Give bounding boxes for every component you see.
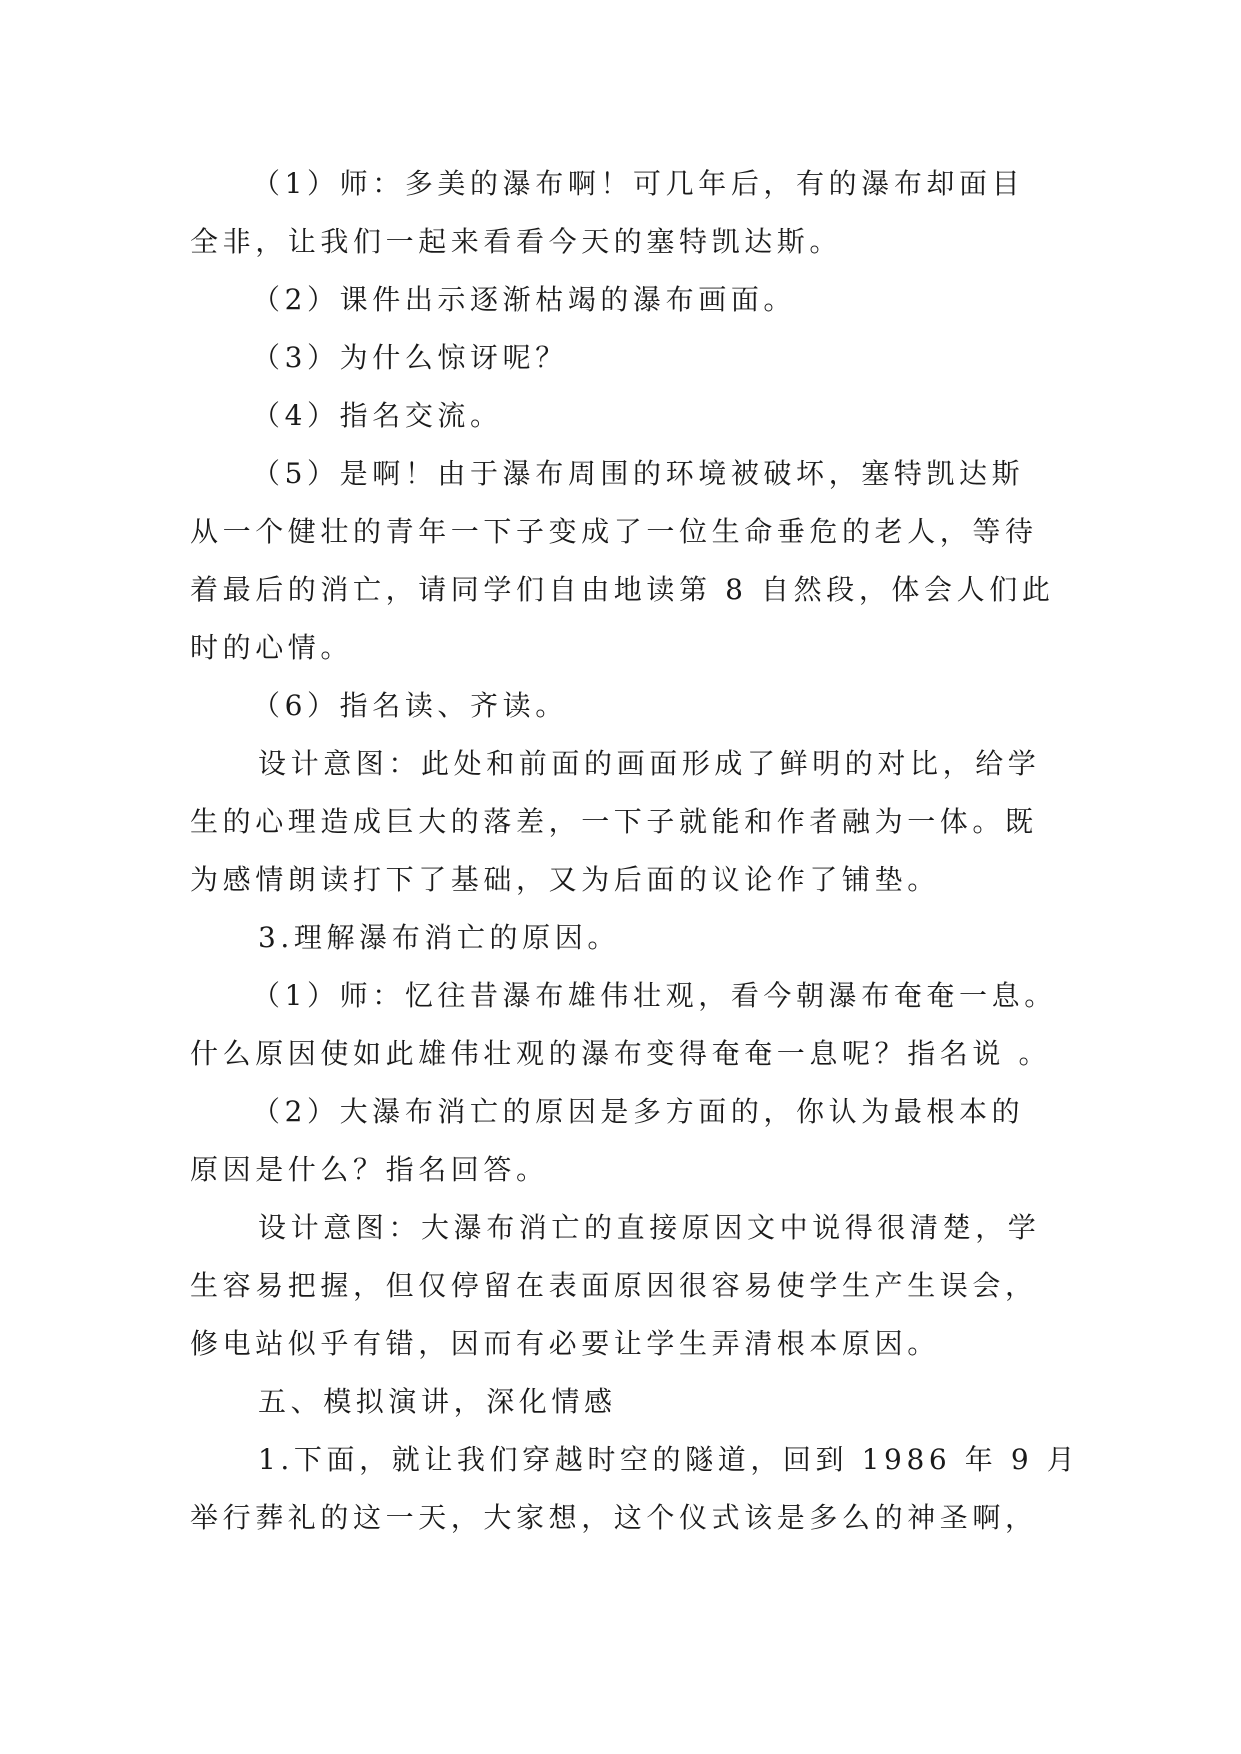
paragraph-line: 从一个健壮的青年一下子变成了一位生命垂危的老人，等待 <box>190 515 1038 548</box>
paragraph-line: 设计意图：大瀑布消亡的直接原因文中说得很清楚，学 <box>258 1211 1041 1244</box>
paragraph-line: 生容易把握，但仅停留在表面原因很容易使学生产生误会， <box>190 1269 1038 1302</box>
paragraph-line: 原因是什么？指名回答。 <box>190 1153 549 1186</box>
paragraph-line: 生的心理造成巨大的落差，一下子就能和作者融为一体。既 <box>190 805 1038 838</box>
paragraph-line: 修电站似乎有错，因而有必要让学生弄清根本原因。 <box>190 1327 940 1360</box>
paragraph-line: 全非，让我们一起来看看今天的塞特凯达斯。 <box>190 225 843 258</box>
paragraph-line: 为感情朗读打下了基础，又为后面的议论作了铺垫。 <box>190 863 940 896</box>
paragraph-line: 3.理解瀑布消亡的原因。 <box>258 921 620 954</box>
paragraph-line: （2）课件出示逐渐枯竭的瀑布画面。 <box>252 283 797 316</box>
paragraph-line: （1）师：多美的瀑布啊！可几年后，有的瀑布却面目 <box>252 167 1025 200</box>
paragraph-line: （4）指名交流。 <box>252 399 503 432</box>
paragraph-line: （3）为什么惊讶呢？ <box>252 341 568 374</box>
paragraph-line: 举行葬礼的这一天，大家想，这个仪式该是多么的神圣啊， <box>190 1501 1038 1534</box>
paragraph-line: 1.下面，就让我们穿越时空的隧道，回到 1986 年 9 月 <box>258 1443 1080 1476</box>
paragraph-line: 着最后的消亡，请同学们自由地读第 8 自然段，体会人们此 <box>190 573 1055 606</box>
paragraph-line: 什么原因使如此雄伟壮观的瀑布变得奄奄一息呢？指名说 。 <box>190 1037 1052 1070</box>
paragraph-line: （6）指名读、齐读。 <box>252 689 568 722</box>
paragraph-line: （5）是啊！由于瀑布周围的环境被破坏，塞特凯达斯 <box>252 457 1025 490</box>
section-heading: 五、模拟演讲，深化情感 <box>258 1385 617 1418</box>
paragraph-line: 时的心情。 <box>190 631 354 664</box>
paragraph-line: 设计意图：此处和前面的画面形成了鲜明的对比，给学 <box>258 747 1041 780</box>
paragraph-line: （1）师：忆往昔瀑布雄伟壮观，看今朝瀑布奄奄一息。 <box>252 979 1057 1012</box>
paragraph-line: （2）大瀑布消亡的原因是多方面的，你认为最根本的 <box>252 1095 1025 1128</box>
